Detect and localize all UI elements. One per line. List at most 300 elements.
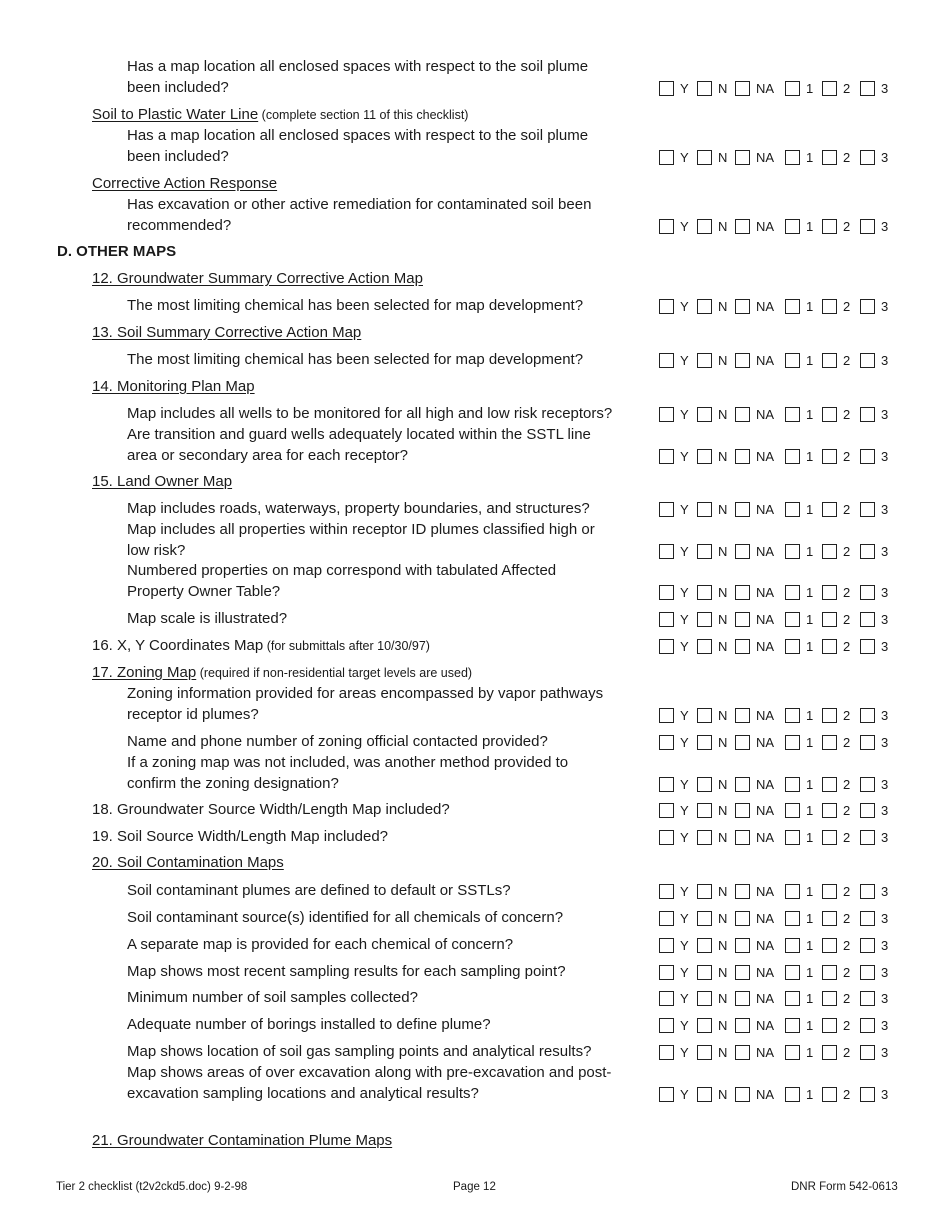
checkbox-1[interactable] (785, 449, 800, 464)
option-label-1: 1 (806, 81, 814, 96)
text-line: 14. Monitoring Plan Map (92, 378, 255, 395)
checkbox-n[interactable] (697, 803, 712, 818)
subsection-title (92, 471, 232, 492)
option-label-n: N (718, 965, 728, 980)
checkbox-y[interactable] (659, 938, 674, 953)
checkbox-1[interactable] (785, 353, 800, 368)
checkbox-y[interactable] (659, 299, 674, 314)
checkbox-1[interactable] (785, 612, 800, 627)
option-label-y: Y (680, 1087, 689, 1102)
option-label-1: 1 (806, 1087, 814, 1102)
option-label-na: NA (756, 1018, 775, 1033)
checkbox-y[interactable] (659, 585, 674, 600)
checkbox-3[interactable] (860, 965, 875, 980)
checkbox-2[interactable] (822, 938, 837, 953)
option-label-3: 3 (881, 991, 889, 1006)
checkbox-n[interactable] (697, 219, 712, 234)
checkbox-3[interactable] (860, 1018, 875, 1033)
checkbox-y[interactable] (659, 353, 674, 368)
checkbox-3[interactable] (860, 585, 875, 600)
checkbox-1[interactable] (785, 81, 800, 96)
checkbox-n[interactable] (697, 1045, 712, 1060)
option-label-y: Y (680, 407, 689, 422)
checkbox-n[interactable] (697, 585, 712, 600)
option-label-y: Y (680, 884, 689, 899)
checkbox-1[interactable] (785, 150, 800, 165)
checkbox-na[interactable] (735, 708, 750, 723)
option-label-na: NA (756, 299, 775, 314)
text-line: Map includes all properties within receptor ID plumes classified high or (127, 521, 595, 538)
checkbox-1[interactable] (785, 407, 800, 422)
subsection-title (92, 173, 277, 194)
question-text (127, 560, 556, 602)
checkbox-n[interactable] (697, 777, 712, 792)
checkbox-n[interactable] (697, 407, 712, 422)
checkbox-y[interactable] (659, 884, 674, 899)
option-label-3: 3 (881, 911, 889, 926)
text-line: confirm the zoning designation? (127, 775, 339, 792)
option-label-3: 3 (881, 1018, 889, 1033)
text-line: D. OTHER MAPS (57, 243, 177, 260)
checkbox-2[interactable] (822, 585, 837, 600)
checkbox-n[interactable] (697, 502, 712, 517)
checkbox-2[interactable] (822, 219, 837, 234)
option-label-2: 2 (843, 1045, 851, 1060)
question-text (127, 880, 511, 901)
checkbox-na[interactable] (735, 81, 750, 96)
checkbox-2[interactable] (822, 407, 837, 422)
checkbox-3[interactable] (860, 639, 875, 654)
checkbox-na[interactable] (735, 502, 750, 517)
checkbox-2[interactable] (822, 1045, 837, 1060)
checkbox-n[interactable] (697, 1087, 712, 1102)
option-label-1: 1 (806, 830, 814, 845)
checkbox-y[interactable] (659, 830, 674, 845)
checkbox-3[interactable] (860, 502, 875, 517)
checkbox-n[interactable] (697, 299, 712, 314)
option-label-y: Y (680, 965, 689, 980)
checkbox-n[interactable] (697, 353, 712, 368)
option-label-2: 2 (843, 965, 851, 980)
checkbox-2[interactable] (822, 502, 837, 517)
checkbox-y[interactable] (659, 991, 674, 1006)
checkbox-2[interactable] (822, 639, 837, 654)
checkbox-n[interactable] (697, 81, 712, 96)
checkbox-n[interactable] (697, 991, 712, 1006)
text-line: Has excavation or other active remediation for contaminated soil been (127, 196, 592, 213)
checkbox-3[interactable] (860, 407, 875, 422)
checkbox-3[interactable] (860, 884, 875, 899)
text-line: area or secondary area for each receptor? (127, 447, 408, 464)
text-line: 17. Zoning Map (92, 664, 197, 681)
option-label-1: 1 (806, 1018, 814, 1033)
checkbox-na[interactable] (735, 219, 750, 234)
option-label-1: 1 (806, 803, 814, 818)
option-label-n: N (718, 884, 728, 899)
checkbox-y[interactable] (659, 449, 674, 464)
checkbox-na[interactable] (735, 544, 750, 559)
checkbox-3[interactable] (860, 449, 875, 464)
checkbox-y[interactable] (659, 544, 674, 559)
checkbox-2[interactable] (822, 830, 837, 845)
checkbox-n[interactable] (697, 965, 712, 980)
checkbox-n[interactable] (697, 544, 712, 559)
option-label-n: N (718, 911, 728, 926)
option-label-3: 3 (881, 612, 889, 627)
checkbox-na[interactable] (735, 150, 750, 165)
option-label-1: 1 (806, 708, 814, 723)
text-line: Minimum number of soil samples collected? (127, 989, 418, 1006)
option-label-na: NA (756, 938, 775, 953)
option-label-1: 1 (806, 884, 814, 899)
checkbox-na[interactable] (735, 449, 750, 464)
checkbox-y[interactable] (659, 407, 674, 422)
option-label-3: 3 (881, 938, 889, 953)
question-text (127, 1014, 491, 1035)
text-line: Has a map location all enclosed spaces with respect to the soil plume (127, 127, 589, 144)
option-label-1: 1 (806, 639, 814, 654)
checkbox-3[interactable] (860, 219, 875, 234)
text-line: 20. Soil Contamination Maps (92, 854, 284, 871)
checkbox-na[interactable] (735, 965, 750, 980)
option-label-2: 2 (843, 544, 851, 559)
option-label-y: Y (680, 1045, 689, 1060)
text-line: Zoning information provided for areas encompassed by vapor pathways (127, 685, 604, 702)
checkbox-y[interactable] (659, 219, 674, 234)
checkbox-1[interactable] (785, 965, 800, 980)
option-label-n: N (718, 639, 728, 654)
option-label-1: 1 (806, 219, 814, 234)
checkbox-y[interactable] (659, 150, 674, 165)
option-label-1: 1 (806, 502, 814, 517)
option-label-y: Y (680, 830, 689, 845)
checkbox-1[interactable] (785, 911, 800, 926)
option-label-na: NA (756, 803, 775, 818)
text-line: excavation sampling locations and analytical results? (127, 1085, 479, 1102)
option-label-n: N (718, 150, 728, 165)
subsection-title (92, 104, 468, 126)
checkbox-1[interactable] (785, 1045, 800, 1060)
checkbox-na[interactable] (735, 1087, 750, 1102)
checkbox-1[interactable] (785, 803, 800, 818)
text-line: Soil contaminant plumes are defined to default or SSTLs? (127, 882, 511, 899)
question-text (127, 934, 513, 955)
text-line: been included? (127, 148, 229, 165)
checkbox-1[interactable] (785, 777, 800, 792)
option-label-na: NA (756, 830, 775, 845)
checkbox-1[interactable] (785, 884, 800, 899)
option-label-2: 2 (843, 1018, 851, 1033)
subsection-title (92, 322, 361, 343)
checkbox-2[interactable] (822, 544, 837, 559)
checkbox-2[interactable] (822, 81, 837, 96)
checkbox-3[interactable] (860, 353, 875, 368)
text-line: Map includes all wells to be monitored for all high and low risk receptors? (127, 405, 613, 422)
checkbox-1[interactable] (785, 299, 800, 314)
option-label-n: N (718, 449, 728, 464)
checkbox-3[interactable] (860, 150, 875, 165)
checkbox-na[interactable] (735, 735, 750, 750)
option-label-na: NA (756, 639, 775, 654)
option-label-1: 1 (806, 1045, 814, 1060)
checkbox-y[interactable] (659, 81, 674, 96)
option-label-2: 2 (843, 612, 851, 627)
section-heading (57, 241, 176, 262)
option-label-1: 1 (806, 407, 814, 422)
checkbox-3[interactable] (860, 1087, 875, 1102)
option-label-na: NA (756, 735, 775, 750)
note-text: (required if non-residential target levels are used) (196, 666, 473, 680)
checkbox-n[interactable] (697, 639, 712, 654)
option-label-y: Y (680, 803, 689, 818)
checkbox-2[interactable] (822, 353, 837, 368)
option-label-na: NA (756, 449, 775, 464)
option-label-na: NA (756, 612, 775, 627)
checkbox-n[interactable] (697, 708, 712, 723)
option-label-na: NA (756, 81, 775, 96)
checkbox-1[interactable] (785, 830, 800, 845)
checkbox-y[interactable] (659, 612, 674, 627)
option-label-1: 1 (806, 544, 814, 559)
subsection-title (92, 852, 284, 873)
question-text (127, 683, 603, 725)
checkbox-na[interactable] (735, 353, 750, 368)
text-line: Map shows most recent sampling results for each sampling point? (127, 963, 566, 980)
option-label-3: 3 (881, 544, 889, 559)
checkbox-3[interactable] (860, 803, 875, 818)
question-text (127, 608, 287, 629)
option-label-3: 3 (881, 449, 889, 464)
checkbox-n[interactable] (697, 735, 712, 750)
option-label-na: NA (756, 407, 775, 422)
checkbox-n[interactable] (697, 449, 712, 464)
checkbox-n[interactable] (697, 911, 712, 926)
subsection-title (92, 1130, 392, 1151)
text-line: If a zoning map was not included, was another method provided to (127, 754, 569, 771)
checkbox-1[interactable] (785, 735, 800, 750)
checkbox-y[interactable] (659, 735, 674, 750)
checkbox-y[interactable] (659, 1018, 674, 1033)
checkbox-n[interactable] (697, 938, 712, 953)
checkbox-3[interactable] (860, 777, 875, 792)
checkbox-1[interactable] (785, 708, 800, 723)
text-line: 15. Land Owner Map (92, 473, 233, 490)
checkbox-3[interactable] (860, 735, 875, 750)
text-line: recommended? (127, 217, 232, 234)
checkbox-y[interactable] (659, 502, 674, 517)
text-line: Map includes roads, waterways, property boundaries, and structures? (127, 500, 590, 517)
checkbox-n[interactable] (697, 1018, 712, 1033)
checkbox-na[interactable] (735, 938, 750, 953)
question-text (127, 349, 583, 370)
checkbox-2[interactable] (822, 803, 837, 818)
option-label-na: NA (756, 1045, 775, 1060)
checkbox-na[interactable] (735, 777, 750, 792)
checkbox-3[interactable] (860, 81, 875, 96)
checkbox-n[interactable] (697, 612, 712, 627)
checkbox-2[interactable] (822, 965, 837, 980)
checkbox-2[interactable] (822, 150, 837, 165)
option-label-y: Y (680, 219, 689, 234)
checkbox-na[interactable] (735, 884, 750, 899)
note-text: (for submittals after 10/30/97) (263, 639, 430, 653)
option-label-1: 1 (806, 299, 814, 314)
checkbox-y[interactable] (659, 911, 674, 926)
checkbox-n[interactable] (697, 150, 712, 165)
option-label-2: 2 (843, 991, 851, 1006)
checkbox-1[interactable] (785, 991, 800, 1006)
checkbox-2[interactable] (822, 1087, 837, 1102)
checkbox-na[interactable] (735, 639, 750, 654)
text-line: Map scale is illustrated? (127, 610, 288, 627)
checkbox-na[interactable] (735, 407, 750, 422)
option-label-n: N (718, 1018, 728, 1033)
checkbox-na[interactable] (735, 911, 750, 926)
checkbox-3[interactable] (860, 1045, 875, 1060)
option-label-3: 3 (881, 407, 889, 422)
checkbox-2[interactable] (822, 299, 837, 314)
checkbox-y[interactable] (659, 639, 674, 654)
checkbox-na[interactable] (735, 830, 750, 845)
checkbox-3[interactable] (860, 991, 875, 1006)
subsection-title (92, 662, 472, 684)
checkbox-2[interactable] (822, 991, 837, 1006)
checkbox-3[interactable] (860, 708, 875, 723)
checkbox-3[interactable] (860, 938, 875, 953)
option-label-n: N (718, 708, 728, 723)
question-text (127, 1062, 611, 1104)
option-label-2: 2 (843, 502, 851, 517)
checkbox-1[interactable] (785, 938, 800, 953)
checkbox-1[interactable] (785, 1087, 800, 1102)
option-label-1: 1 (806, 938, 814, 953)
checkbox-3[interactable] (860, 299, 875, 314)
option-label-1: 1 (806, 735, 814, 750)
option-label-2: 2 (843, 777, 851, 792)
option-label-3: 3 (881, 219, 889, 234)
option-label-2: 2 (843, 830, 851, 845)
checkbox-na[interactable] (735, 1045, 750, 1060)
checkbox-y[interactable] (659, 777, 674, 792)
option-label-y: Y (680, 735, 689, 750)
checkbox-na[interactable] (735, 991, 750, 1006)
option-label-n: N (718, 544, 728, 559)
subsection-title (92, 635, 430, 657)
option-label-2: 2 (843, 299, 851, 314)
checkbox-2[interactable] (822, 449, 837, 464)
option-label-1: 1 (806, 585, 814, 600)
checkbox-2[interactable] (822, 708, 837, 723)
checkbox-y[interactable] (659, 803, 674, 818)
text-line: Name and phone number of zoning official contacted provided? (127, 733, 548, 750)
option-label-3: 3 (881, 708, 889, 723)
text-line: Numbered properties on map correspond with tabulated Affected (127, 562, 557, 579)
checkbox-na[interactable] (735, 585, 750, 600)
option-label-1: 1 (806, 965, 814, 980)
option-label-3: 3 (881, 884, 889, 899)
checkbox-2[interactable] (822, 777, 837, 792)
checkbox-1[interactable] (785, 219, 800, 234)
checkbox-na[interactable] (735, 1018, 750, 1033)
checkbox-3[interactable] (860, 544, 875, 559)
checkbox-y[interactable] (659, 1045, 674, 1060)
option-label-2: 2 (843, 407, 851, 422)
text-line: 21. Groundwater Contamination Plume Maps (92, 1132, 393, 1149)
option-label-na: NA (756, 585, 775, 600)
option-label-1: 1 (806, 777, 814, 792)
checkbox-2[interactable] (822, 1018, 837, 1033)
checkbox-n[interactable] (697, 830, 712, 845)
checkbox-y[interactable] (659, 1087, 674, 1102)
option-label-y: Y (680, 150, 689, 165)
option-label-n: N (718, 777, 728, 792)
text-line: Has a map location all enclosed spaces with respect to the soil plume (127, 58, 589, 75)
checkbox-1[interactable] (785, 544, 800, 559)
option-label-2: 2 (843, 219, 851, 234)
checkbox-3[interactable] (860, 830, 875, 845)
option-label-na: NA (756, 911, 775, 926)
option-label-1: 1 (806, 353, 814, 368)
option-label-y: Y (680, 81, 689, 96)
checkbox-1[interactable] (785, 639, 800, 654)
checkbox-y[interactable] (659, 965, 674, 980)
checkbox-2[interactable] (822, 735, 837, 750)
option-label-2: 2 (843, 884, 851, 899)
checkbox-y[interactable] (659, 708, 674, 723)
checkbox-2[interactable] (822, 884, 837, 899)
option-label-2: 2 (843, 585, 851, 600)
question-text (127, 498, 590, 519)
checkbox-2[interactable] (822, 911, 837, 926)
checkbox-na[interactable] (735, 803, 750, 818)
checkbox-1[interactable] (785, 502, 800, 517)
checkbox-1[interactable] (785, 1018, 800, 1033)
option-label-n: N (718, 830, 728, 845)
option-label-3: 3 (881, 299, 889, 314)
option-label-na: NA (756, 965, 775, 980)
option-label-y: Y (680, 1018, 689, 1033)
checkbox-n[interactable] (697, 884, 712, 899)
option-label-na: NA (756, 777, 775, 792)
option-label-3: 3 (881, 803, 889, 818)
question-text (127, 424, 591, 466)
checkbox-na[interactable] (735, 612, 750, 627)
option-label-n: N (718, 299, 728, 314)
option-label-na: NA (756, 884, 775, 899)
option-label-n: N (718, 803, 728, 818)
subsection-title (92, 376, 255, 397)
option-label-3: 3 (881, 81, 889, 96)
option-label-y: Y (680, 708, 689, 723)
option-label-n: N (718, 1045, 728, 1060)
option-label-y: Y (680, 639, 689, 654)
option-label-y: Y (680, 502, 689, 517)
checkbox-2[interactable] (822, 612, 837, 627)
footer-form-number: DNR Form 542-0613 (791, 1181, 898, 1193)
option-label-y: Y (680, 299, 689, 314)
text-line: receptor id plumes? (127, 706, 259, 723)
checkbox-3[interactable] (860, 612, 875, 627)
option-label-3: 3 (881, 585, 889, 600)
option-label-n: N (718, 735, 728, 750)
checkbox-1[interactable] (785, 585, 800, 600)
text-line: A separate map is provided for each chemical of concern? (127, 936, 514, 953)
checkbox-na[interactable] (735, 299, 750, 314)
text-line: been included? (127, 79, 229, 96)
text-line: Soil to Plastic Water Line (92, 106, 259, 123)
option-label-y: Y (680, 544, 689, 559)
checkbox-3[interactable] (860, 911, 875, 926)
